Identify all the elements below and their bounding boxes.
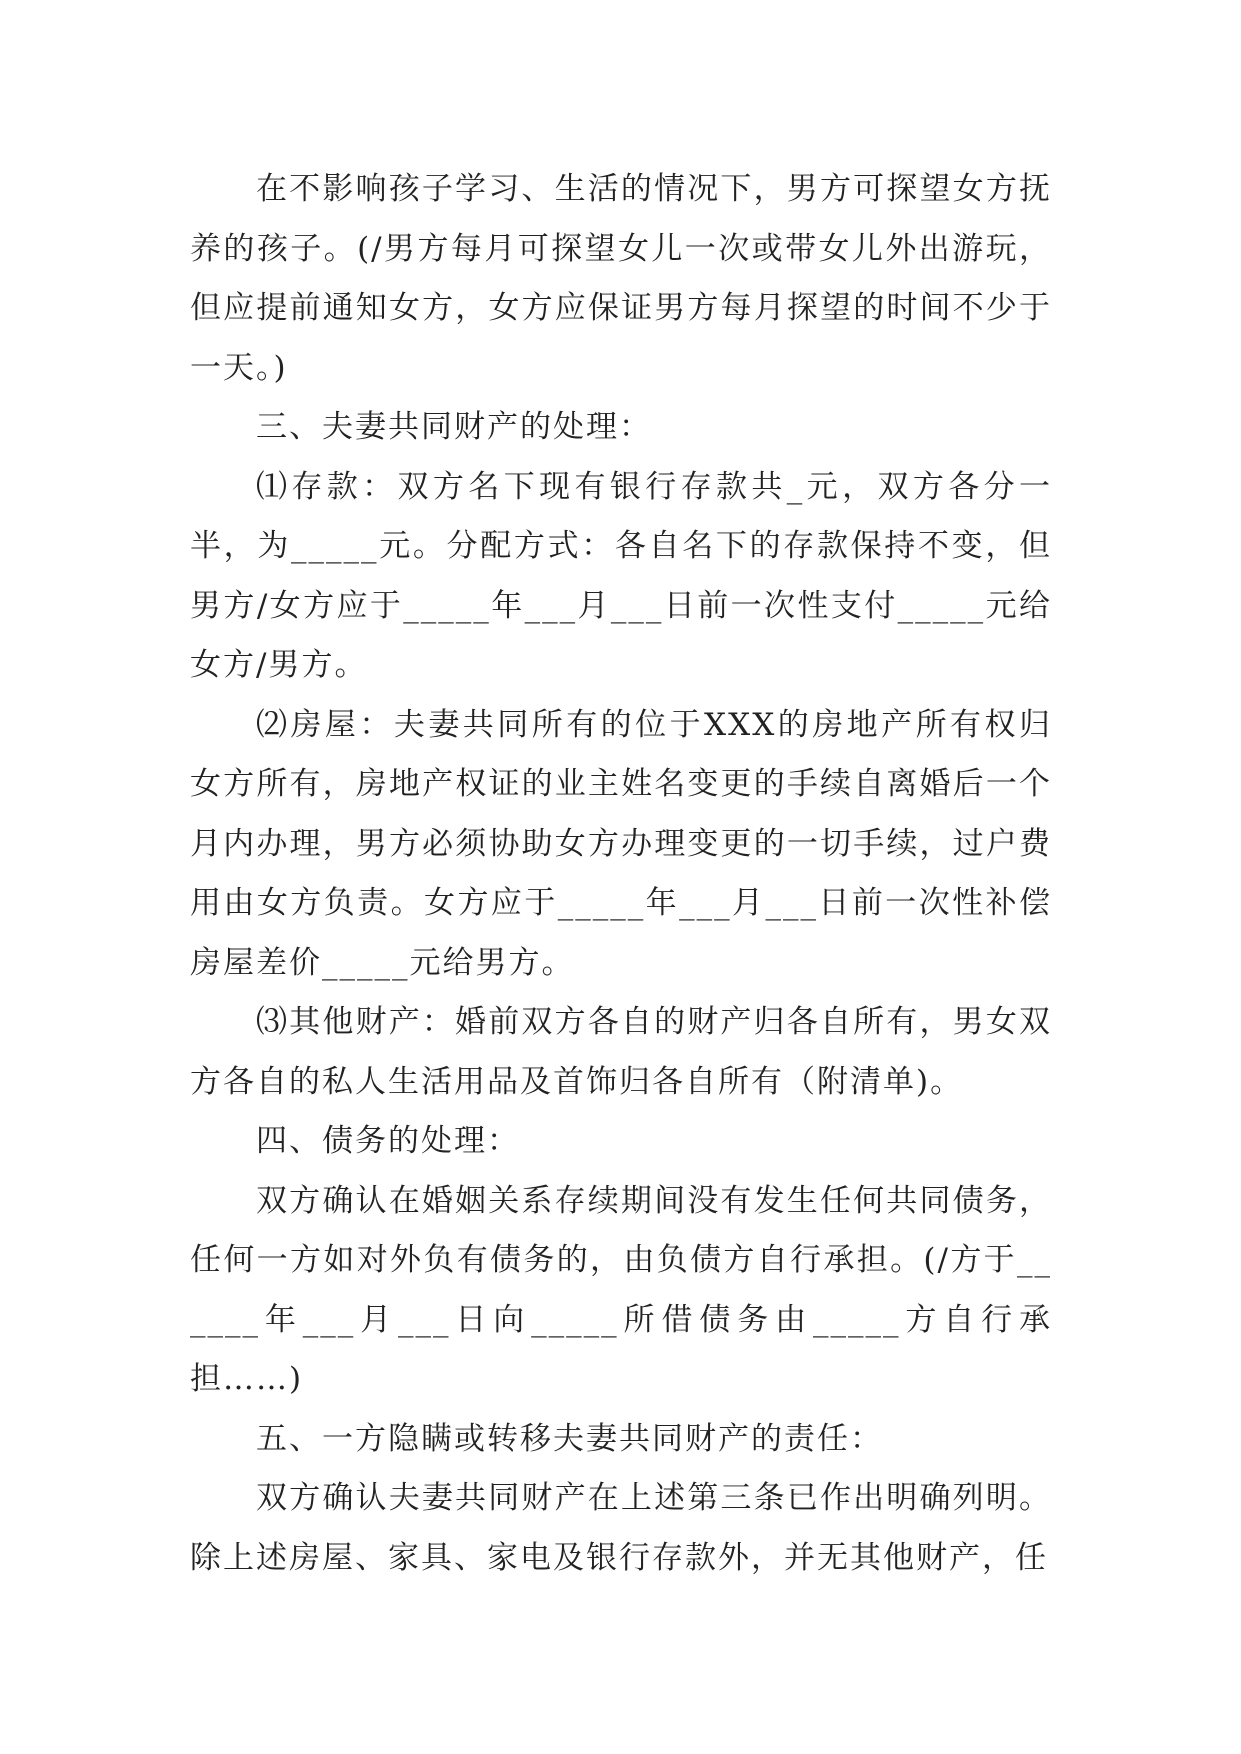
document-body (190, 160, 1052, 1588)
paragraph-house: ⑵房屋：夫妻共同所有的位于XXX的房地产所有权归女方所有，房地产权证的业主姓名变更的手续自离婚后一个月内办理，男方必须协助女方办理变更的一切手续，过户费用由女方负责。女方应于_____年___月___日前一次性补偿房屋差价_____元给男方。 (190, 706, 1052, 981)
heading-concealment-liability: 五、一方隐瞒或转移夫妻共同财产的责任： (256, 1420, 883, 1457)
paragraph-concealment: 双方确认夫妻共同财产在上述第三条已作出明确列明。除上述房屋、家具、家电及银行存款外，并无其他财产，任 (190, 1480, 1052, 1576)
heading-joint-property: 三、夫妻共同财产的处理： (256, 409, 652, 445)
paragraph-visitation: 在不影响孩子学习、生活的情况下，男方可探望女方抚养的孩子。(/男方每月可探望女儿一次或带女儿外出游玩，但应提前通知女方，女方应保证男方每月探望的时间不少于一天。) (190, 171, 1052, 386)
paragraph-debts: 双方确认在婚姻关系存续期间没有发生任何共同债务，任何一方如对外负有债务的，由负债方自行承担。(/方于______年___月___日向_____所借债务由_____方自行承担……) (190, 1182, 1052, 1397)
paragraph-deposits: ⑴存款：双方名下现有银行存款共_元，双方各分一半，为_____元。分配方式：各自名下的存款保持不变，但男方/女方应于_____年___月___日前一次性支付_____元给女方/男方。 (190, 468, 1052, 683)
heading-debts: 四、债务的处理： (256, 1123, 520, 1159)
paragraph-other-property: ⑶其他财产：婚前双方各自的财产归各自所有，男女双方各自的私人生活用品及首饰归各自所有（附清单)。 (190, 1004, 1052, 1100)
